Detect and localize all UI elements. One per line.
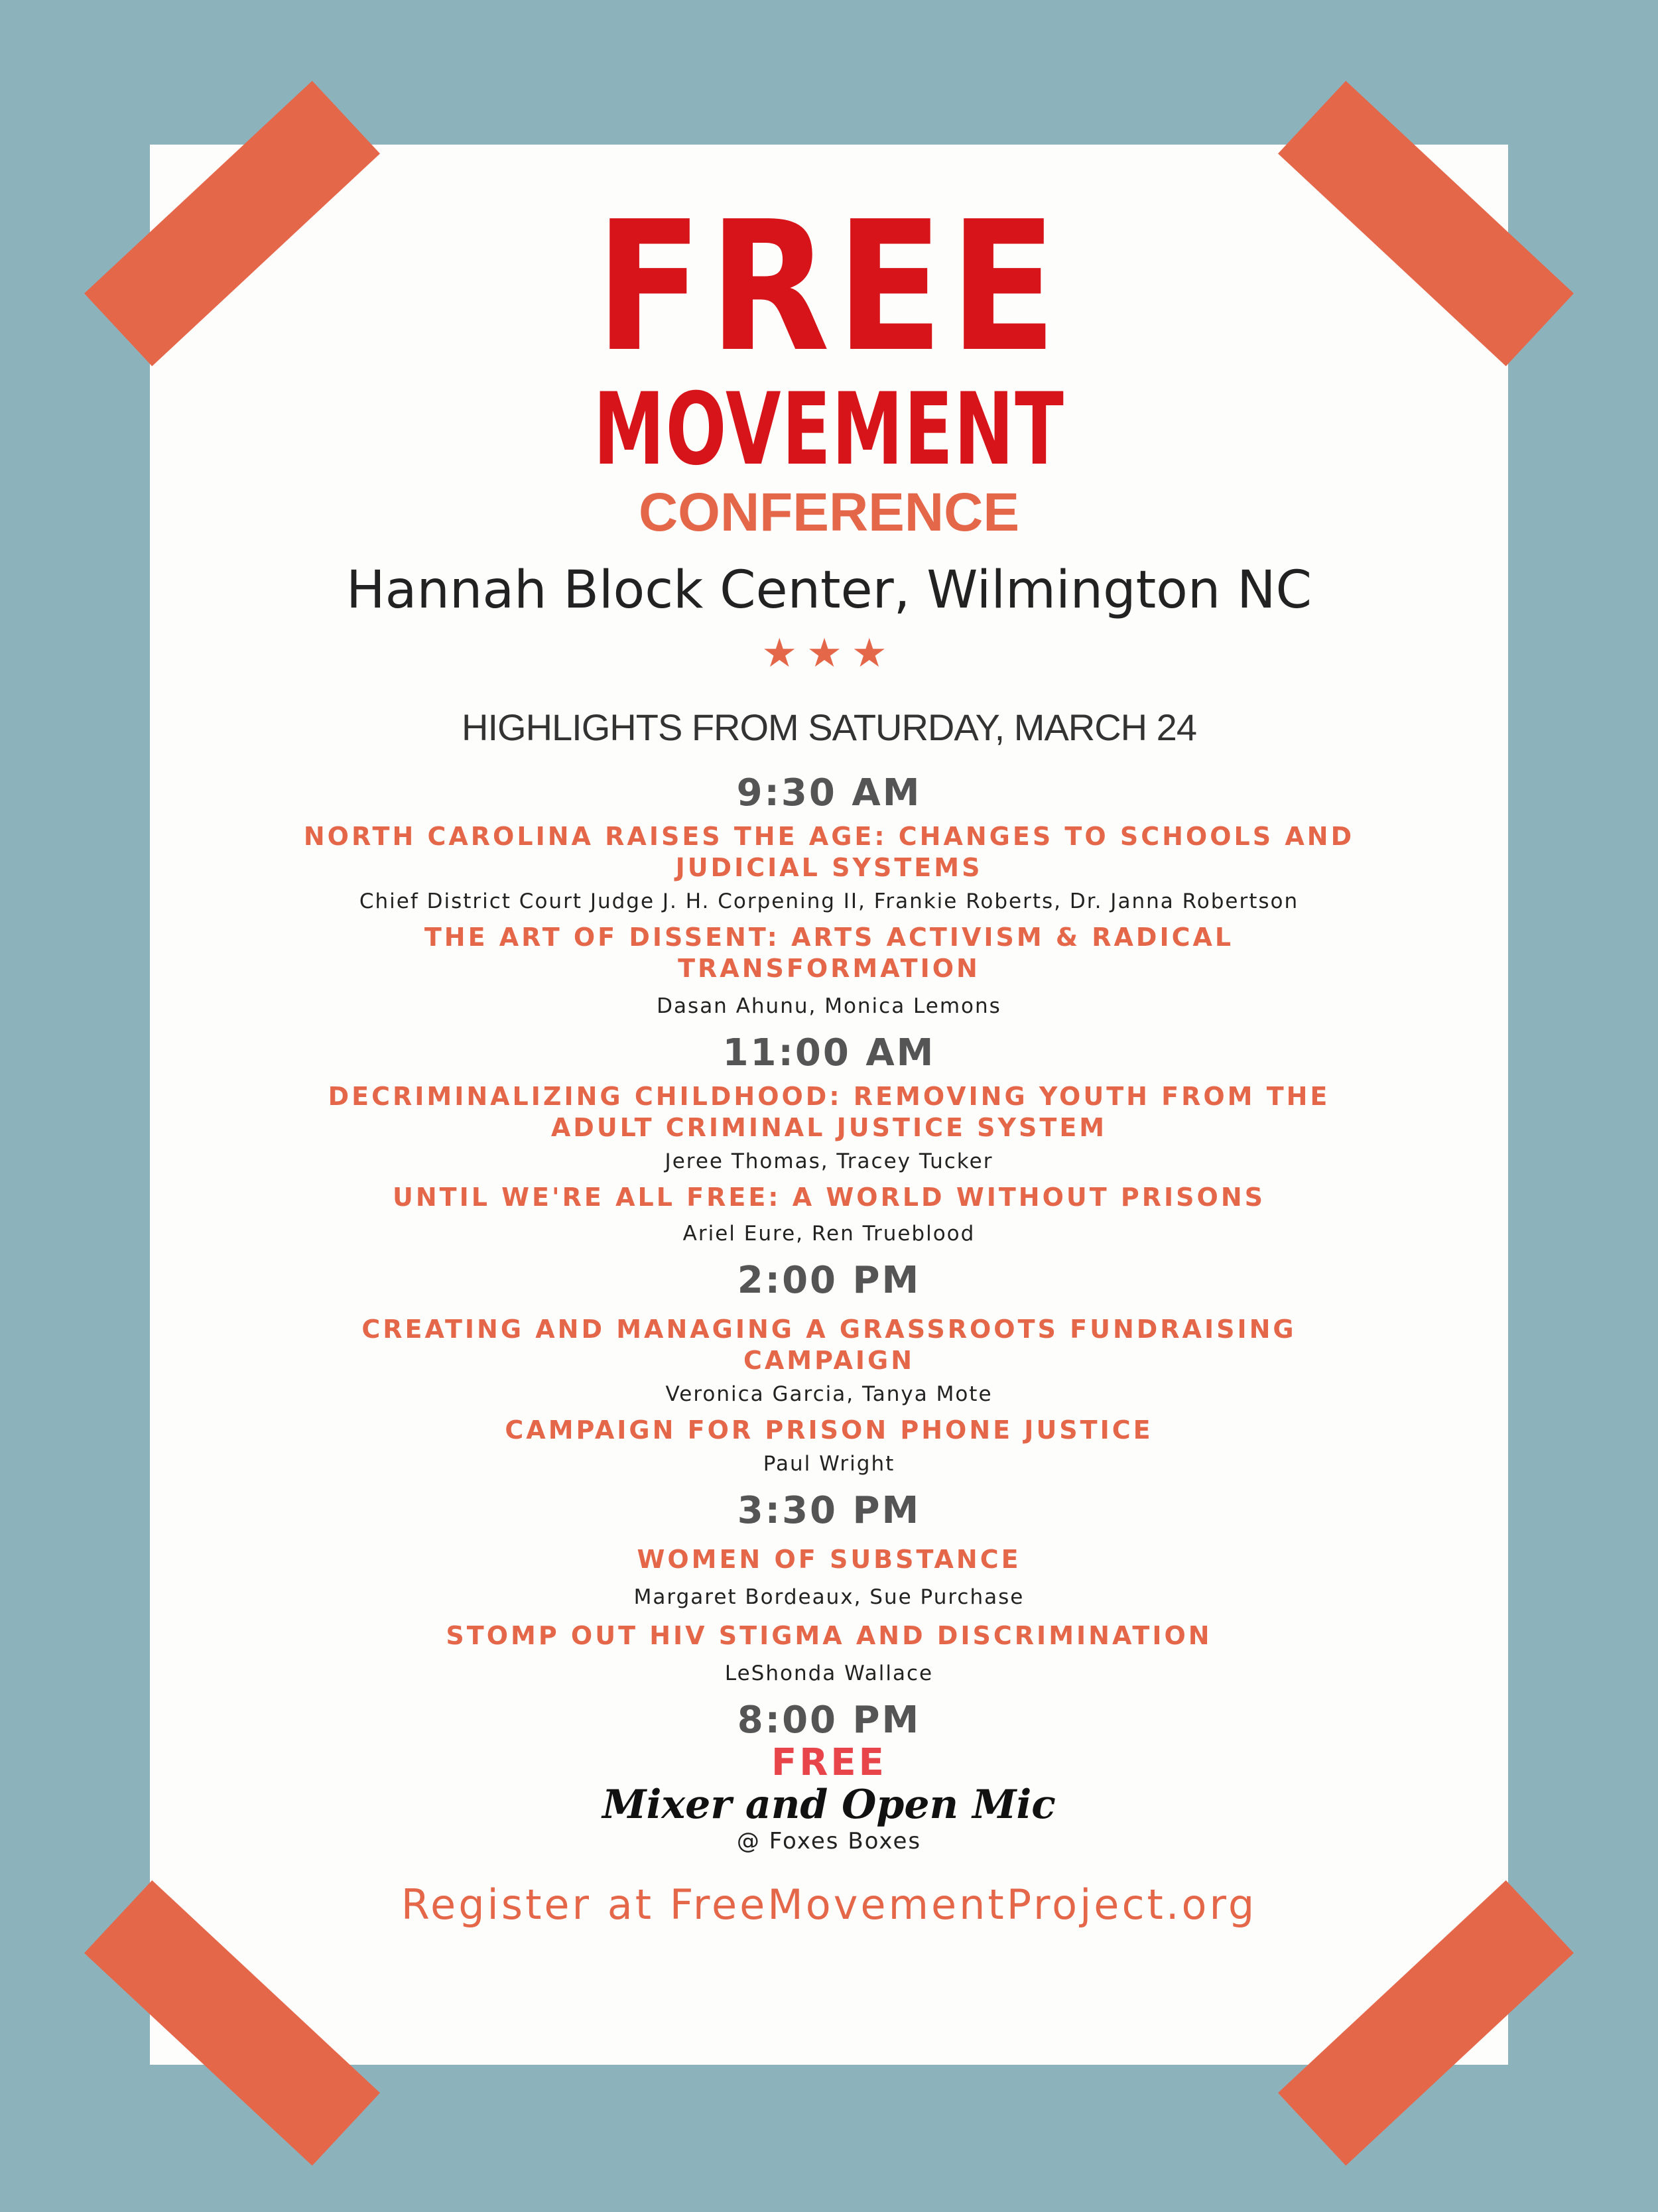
session [298, 1182, 1360, 1245]
time-label: 2:00 PM [737, 1259, 921, 1302]
session-speakers: Chief District Court Judge J. H. Corpening II, Frankie Roberts, Dr. Janna Robertson [359, 889, 1299, 913]
free-label: FREE [771, 1741, 887, 1784]
session-speakers: Jeree Thomas, Tracey Tucker [665, 1149, 993, 1173]
highlights-heading: HIGHLIGHTS FROM SATURDAY, MARCH 24 [462, 706, 1196, 748]
mixer-location: @ Foxes Boxes [736, 1828, 922, 1854]
time-block [150, 1487, 1508, 1685]
time-label: 9:30 AM [736, 771, 922, 814]
evening-block [150, 1697, 1508, 1854]
star-icons: ★★★ [761, 630, 897, 677]
session-speakers: Dasan Ahunu, Monica Lemons [657, 994, 1001, 1018]
session [298, 1415, 1360, 1475]
mixer-event: Mixer and Open Mic [602, 1782, 1056, 1828]
session [298, 821, 1360, 913]
session [298, 922, 1360, 1017]
session-title: UNTIL WE'RE ALL FREE: A WORLD WITHOUT PRISONS [392, 1183, 1266, 1212]
session-speakers: Ariel Eure, Ren Trueblood [682, 1222, 976, 1246]
session-title: WOMEN OF SUBSTANCE [637, 1545, 1021, 1574]
time-label: 3:30 PM [737, 1489, 921, 1532]
session-title: CREATING AND MANAGING A GRASSROOTS FUNDRAISING CAMPAIGN [361, 1315, 1297, 1375]
register-link[interactable]: Register at FreeMovementProject.org [401, 1880, 1257, 1929]
session-title: THE ART OF DISSENT: ARTS ACTIVISM & RADICAL TRANSFORMATION [424, 923, 1234, 983]
session [298, 1314, 1360, 1405]
session-title: DECRIMINALIZING CHILDHOOD: REMOVING YOUTH FROM THE ADULT CRIMINAL JUSTICE SYSTEM [328, 1082, 1330, 1142]
venue-title: Hannah Block Center, Wilmington NC [346, 560, 1312, 620]
logo-free: FREE [595, 182, 1063, 391]
time-label: 8:00 PM [737, 1699, 921, 1742]
poster-content [150, 145, 1508, 1930]
session-speakers: LeShonda Wallace [724, 1661, 934, 1685]
time-label: 11:00 AM [722, 1031, 936, 1074]
session-title: STOMP OUT HIV STIGMA AND DISCRIMINATION [446, 1621, 1212, 1650]
session [298, 1544, 1360, 1608]
logo-conference: CONFERENCE [638, 482, 1020, 543]
session-speakers: Margaret Bordeaux, Sue Purchase [633, 1585, 1025, 1609]
time-block [150, 1029, 1508, 1245]
schedule [150, 769, 1508, 1854]
session [298, 1620, 1360, 1685]
session-title: CAMPAIGN FOR PRISON PHONE JUSTICE [505, 1415, 1153, 1445]
logo-movement: MOVEMENT [593, 372, 1065, 488]
session-speakers: Veronica Garcia, Tanya Mote [665, 1382, 993, 1406]
session-title: NORTH CAROLINA RAISES THE AGE: CHANGES TO SCHOOLS AND JUDICIAL SYSTEMS [303, 822, 1355, 882]
time-block [150, 1257, 1508, 1475]
time-block [150, 769, 1508, 1017]
session-speakers: Paul Wright [763, 1452, 895, 1476]
session [298, 1081, 1360, 1173]
